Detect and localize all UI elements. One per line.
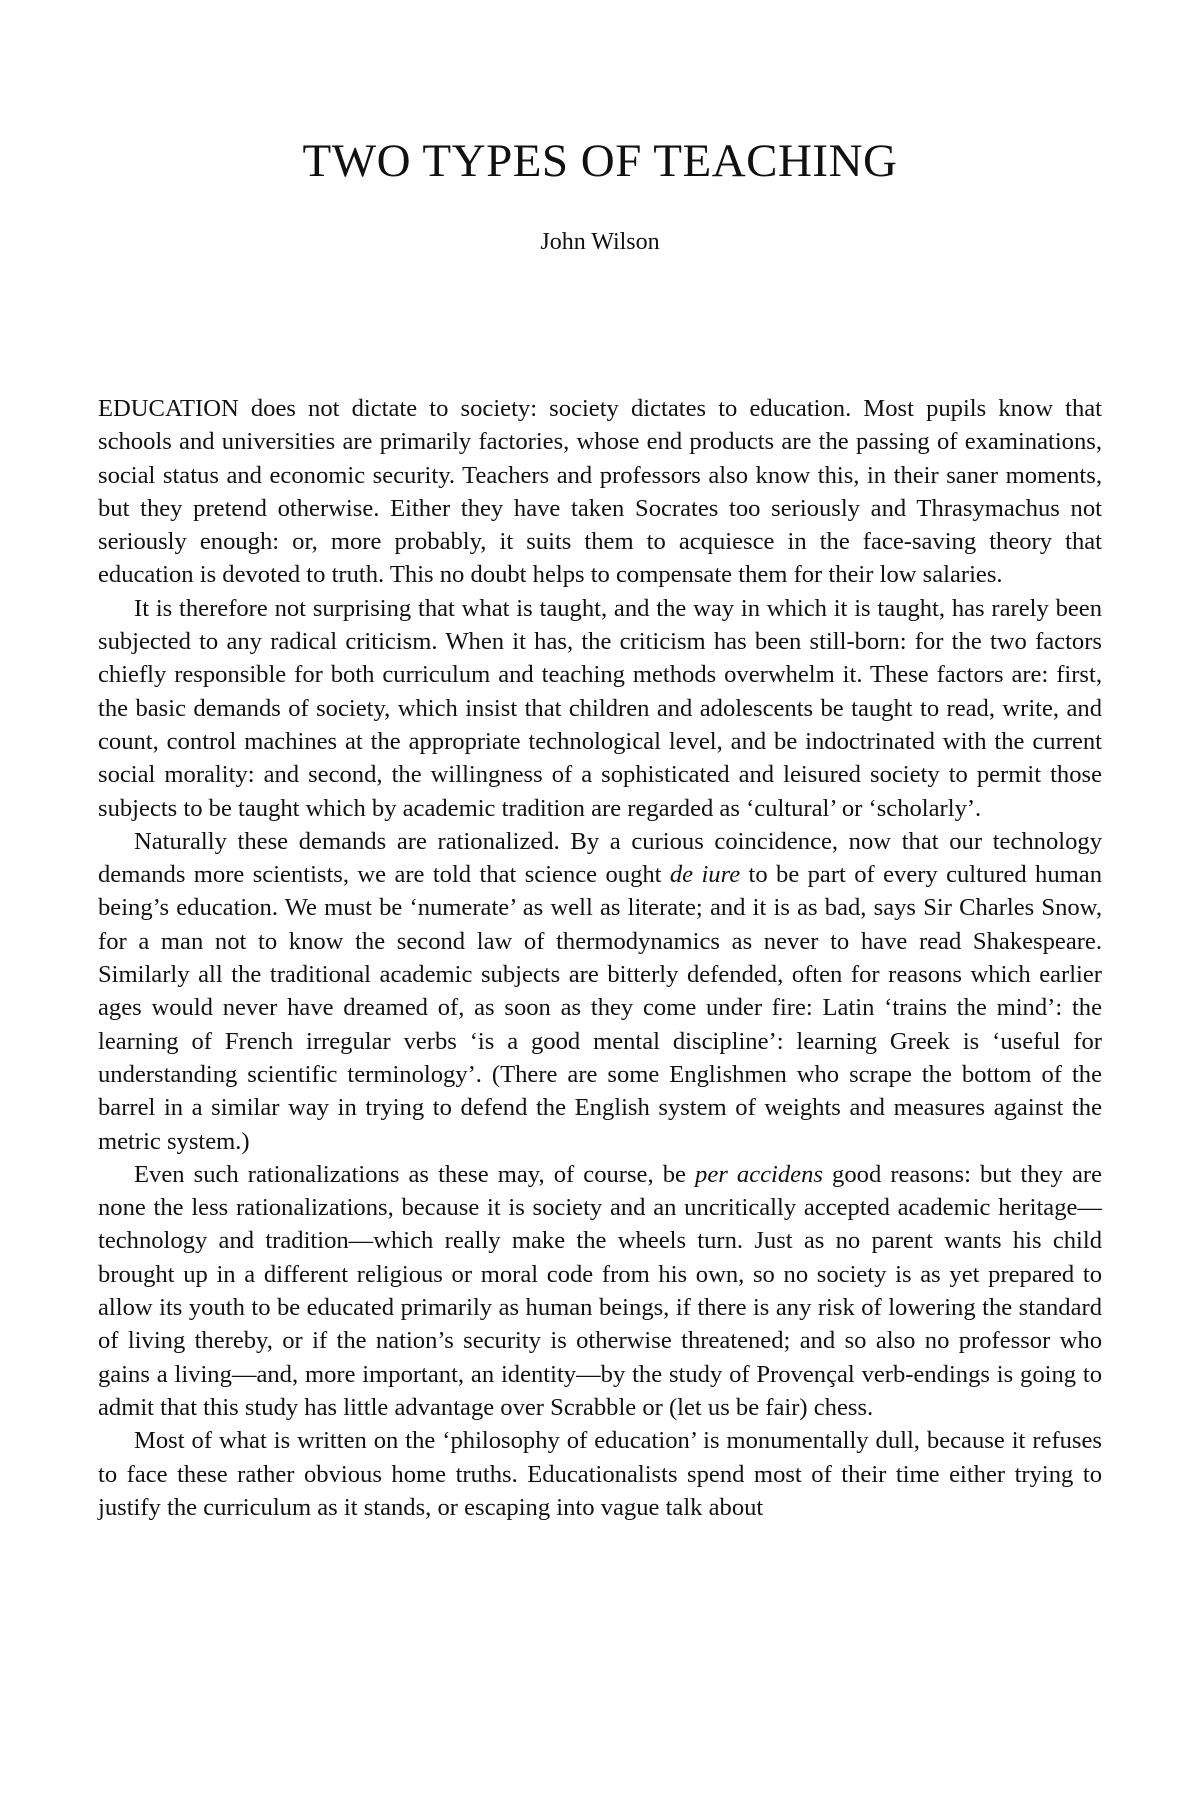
paragraph-text: Even such rationalizations as these may, of course, be <box>134 1160 696 1188</box>
paragraph-text: EDUCATION does not dictate to society: society dictates to education. Most pupils know that schools and universities are primarily factories, whose end products are the passing of examinations, social status and economic security. Teachers and professors also know this, in their saner moments, but they pretend otherwise. Either they have taken Socrates too seriously and Thrasymachus not seriously enough: or, more probably, it suits them to acquiesce in the face-saving theory that education is devoted to truth. This no doubt helps to compensate them for their low salaries. <box>98 395 1102 589</box>
paragraph-text: Naturally these demands are rationalized. By a curious coincidence, now that our technology demands more scientists, we are told that science ought <box>98 827 1102 889</box>
paragraph-text: Most of what is written on the ‘philosophy of education’ is monumentally dull, because it refuses to face these rather obvious home truths. Educationalists spend most of their time either trying to justify the curriculum as it stands, or escaping into vague talk about <box>98 1427 1102 1521</box>
article-author: John Wilson <box>540 229 660 255</box>
italic-phrase: de iure <box>669 861 741 889</box>
paragraph-text: It is therefore not surprising that what is taught, and the way in which it is taught, has rarely been subjected to any radical criticism. When it has, the criticism has been still-born: for the two factors chiefly responsible for both curriculum and teaching methods overwhelm it. These factors are: first, the basic demands of society, which insist that children and adolescents be taught to read, write, and count, control machines at the appropriate technological level, and be indoctrinated with the current social morality: and second, the willingness of a sophisticated and leisured society to permit those subjects to be taught which by academic tradition are regarded as ‘cultural’ or ‘scholarly’. <box>98 594 1102 822</box>
article-title: TWO TYPES OF TEACHING <box>302 135 898 187</box>
paragraph-5 <box>98 1424 1102 1524</box>
paragraph-text: to be part of every cultured human being’s education. We must be ‘numerate’ as well as literate; and it is as bad, says Sir Charles Snow, for a man not to know the second law of thermodynamics as never to have read Shakespeare. Similarly all the traditional academic subjects are bitterly defended, often for reasons which earlier ages would never have dreamed of, as soon as they come under fire: Latin ‘trains the mind’: the learning of French irregular verbs ‘is a good mental discipline’: learning Greek is ‘useful for understanding scientific terminology’. (There are some Englishmen who scrape the bottom of the barrel in a similar way in trying to defend the English system of weights and measures against the metric system.) <box>98 861 1102 1155</box>
paragraph-text: good reasons: but they are none the less rationalizations, because it is society and an uncritically accepted academic heritage—technology and tradition—which really make the wheels turn. Just as no parent wants his child brought up in a different religious or moral code from his own, so no society is as yet prepared to allow its youth to be educated primarily as human beings, if there is any risk of lowering the standard of living thereby, or if the nation’s security is otherwise threatened; and so also no professor who gains a living—and, more important, an identity—by the study of Provençal verb-endings is going to admit that this study has little advantage over Scrabble or (let us be fair) chess. <box>98 1160 1102 1421</box>
paragraph-2 <box>98 592 1102 825</box>
paragraph-1 <box>98 392 1102 592</box>
paragraph-4 <box>98 1158 1102 1424</box>
paragraph-3 <box>98 825 1102 1158</box>
article-body <box>98 392 1102 1524</box>
italic-phrase: per accidens <box>695 1160 823 1188</box>
